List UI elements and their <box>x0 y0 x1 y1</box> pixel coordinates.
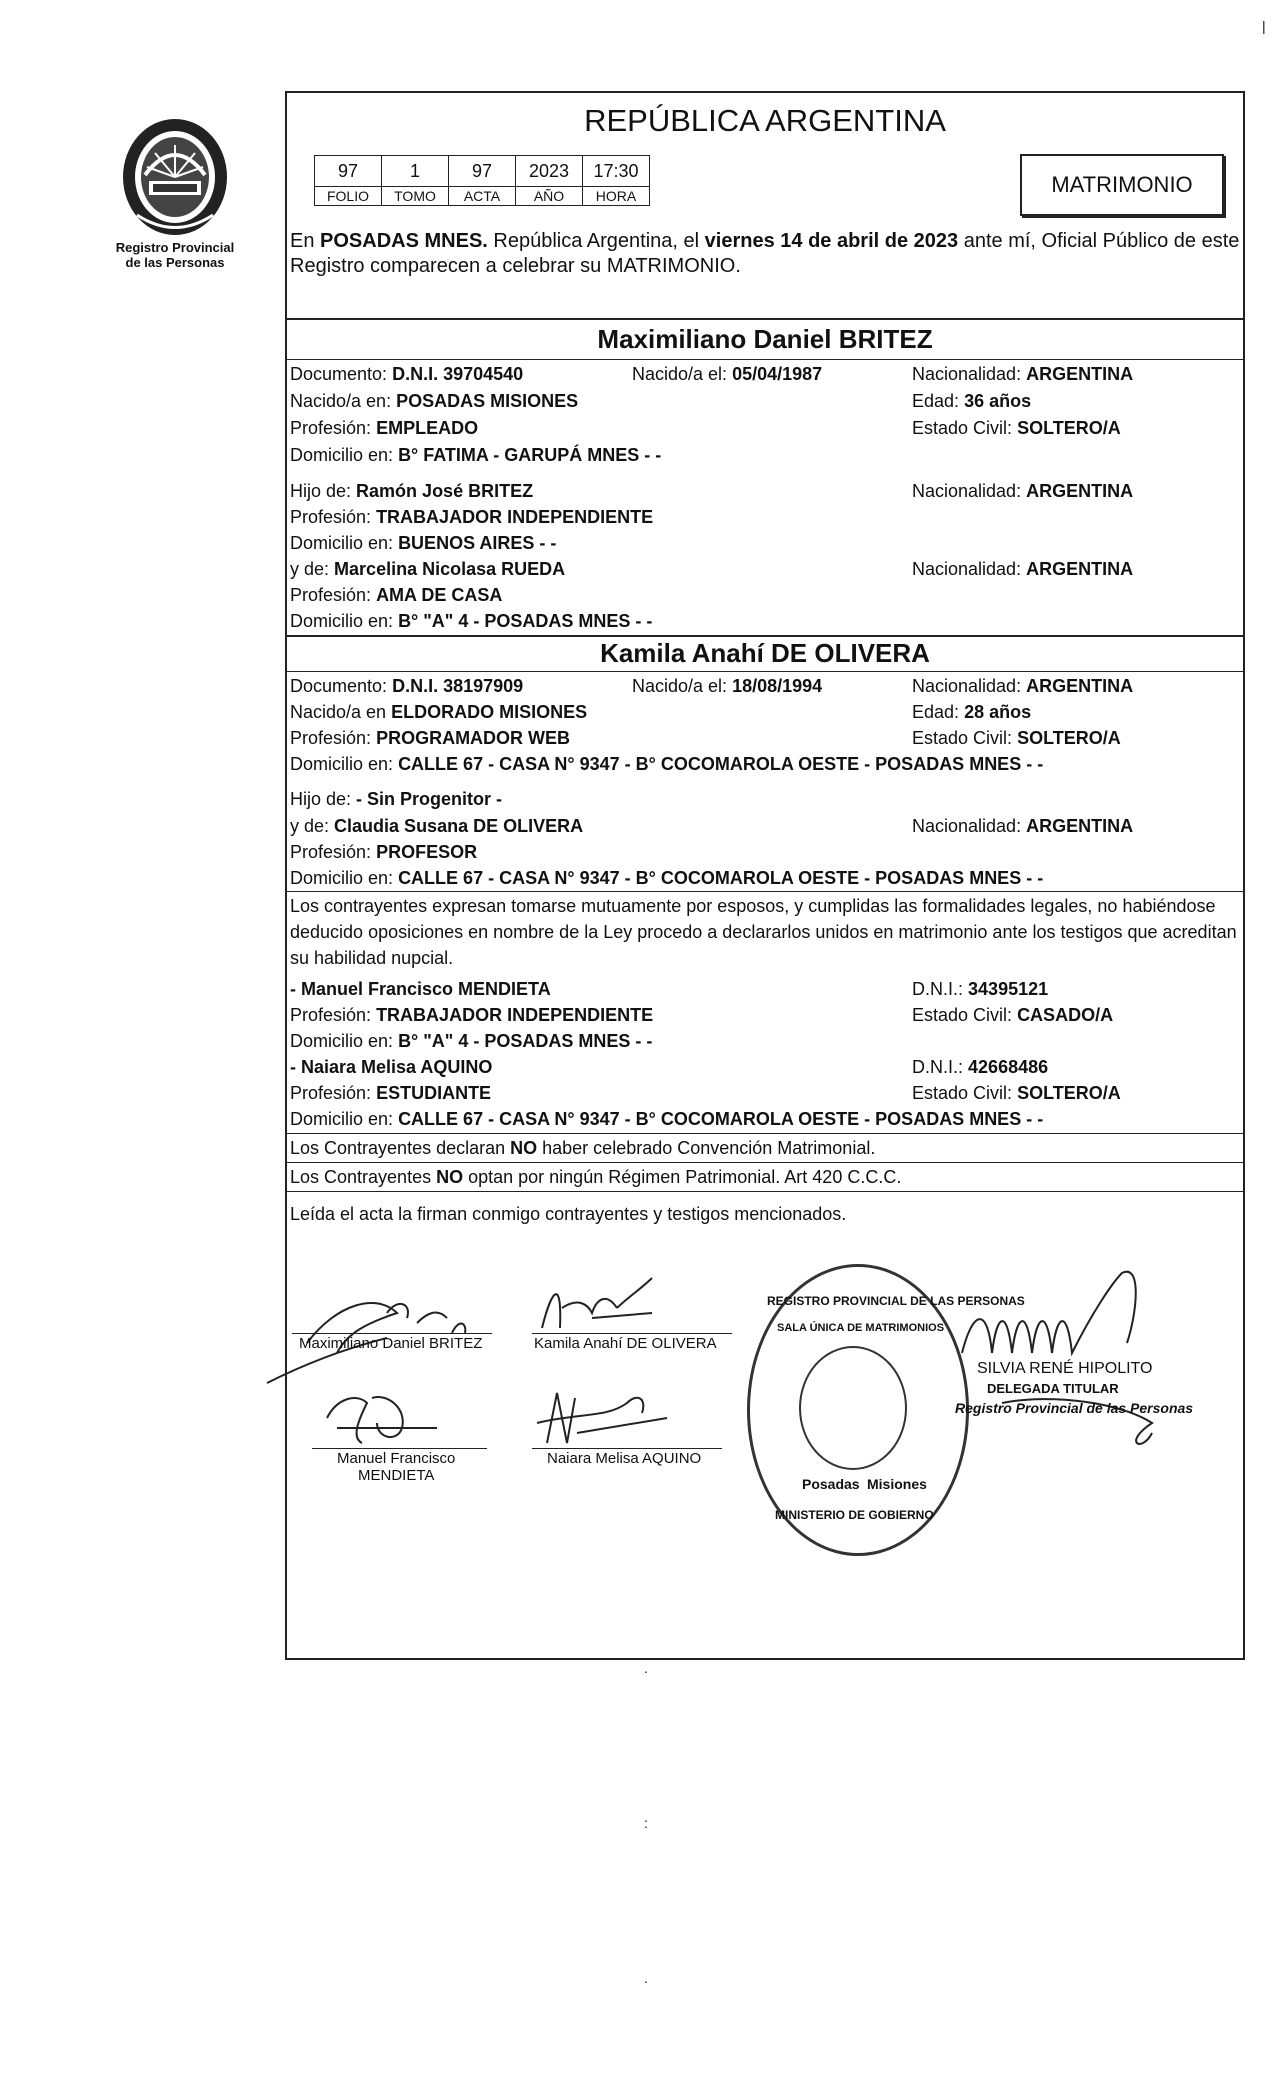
witness1-address: Domicilio en: B° "A" 4 - POSADAS MNES - - <box>290 1031 653 1051</box>
record-type-box: MATRIMONIO <box>1020 154 1224 216</box>
spouse1-father: Hijo de: Ramón José BRITEZ <box>290 481 534 501</box>
divider <box>287 1191 1243 1192</box>
spouse2-birthplace: Nacido/a en ELDORADO MISIONES <box>290 702 588 722</box>
logo-caption-line2: de las Personas <box>125 255 225 270</box>
witness1-civil-status: Estado Civil: CASADO/A <box>912 1005 1114 1025</box>
divider <box>287 671 1243 672</box>
document-title: REPÚBLICA ARGENTINA <box>584 103 946 138</box>
registry-logo <box>95 115 255 270</box>
seal-province: Misiones <box>867 1476 927 1492</box>
spouse2-mother-profession: Profesión: PROFESOR <box>290 842 478 862</box>
spouse1-mother-address: Domicilio en: B° "A" 4 - POSADAS MNES - - <box>290 611 653 631</box>
signature-line <box>532 1448 722 1449</box>
convention-line2: Los Contrayentes NO optan por ningún Régimen Patrimonial. Art 420 C.C.C. <box>290 1167 902 1187</box>
spouse2-nationality: Nacionalidad: ARGENTINA <box>912 676 1134 696</box>
witness1-profession: Profesión: TRABAJADOR INDEPENDIENTE <box>290 1005 654 1025</box>
seal-outer-text: REGISTRO PROVINCIAL DE LAS PERSONAS <box>767 1294 1025 1308</box>
signature-spouse1 <box>247 1263 487 1393</box>
acta-label: ACTA <box>449 187 516 206</box>
declaration-paragraph: Los contrayentes expresan tomarse mutuamente por esposos, y cumplidas las formalidades legales, no habiéndose deducido oposiciones en nombre de la Ley procedo a declararlos unidos en matrimonio ante los testigos que acreditan su habilidad nupcial. <box>290 896 1237 968</box>
spouse1-mother-nationality: Nacionalidad: ARGENTINA <box>912 559 1134 579</box>
spouse1-mother-profession: Profesión: AMA DE CASA <box>290 585 503 605</box>
witness2-profession: Profesión: ESTUDIANTE <box>290 1083 492 1103</box>
divider <box>287 359 1243 360</box>
official-name: SILVIA RENÉ HIPOLITO <box>977 1360 1153 1377</box>
witness2-dni: D.N.I.: 42668486 <box>912 1057 1049 1077</box>
divider <box>287 1162 1243 1163</box>
closing-text: Leída el acta la firman conmigo contrayentes y testigos mencionados. <box>290 1204 847 1224</box>
witness1-dni: D.N.I.: 34395121 <box>912 979 1049 999</box>
spouse2-father: Hijo de: - Sin Progenitor - <box>290 789 503 809</box>
spouse2-civil-status: Estado Civil: SOLTERO/A <box>912 728 1121 748</box>
tomo-value: 1 <box>382 156 449 187</box>
seal-inner-text: SALA ÚNICA DE MATRIMONIOS <box>777 1322 945 1334</box>
witness2-name: - Naiara Melisa AQUINO <box>290 1057 493 1077</box>
spouse2-age: Edad: 28 años <box>912 702 1032 722</box>
year-label: AÑO <box>516 187 583 206</box>
spouse1-father-address: Domicilio en: BUENOS AIRES - - <box>290 533 557 553</box>
spouse1-name: Maximiliano Daniel BRITEZ <box>597 324 933 354</box>
divider <box>287 891 1243 892</box>
spouse2-address: Domicilio en: CALLE 67 - CASA N° 9347 - B° COCOMAROLA OESTE - POSADAS MNES - - <box>290 754 1044 774</box>
signature-line <box>292 1333 492 1334</box>
registry-numbers-table <box>314 155 650 206</box>
spouse1-birthplace: Nacido/a en: POSADAS MISIONES <box>290 391 579 411</box>
seal-city: Posadas <box>802 1476 860 1492</box>
spouse1-civil-status: Estado Civil: SOLTERO/A <box>912 418 1121 438</box>
year-value: 2023 <box>516 156 583 187</box>
page-mark: : <box>644 1815 648 1831</box>
spouse2-document: Documento: D.N.I. 38197909 <box>290 676 524 696</box>
spouse2-name: Kamila Anahí DE OLIVERA <box>600 638 930 668</box>
intro-paragraph: En POSADAS MNES. República Argentina, el viernes 14 de abril de 2023 ante mí, Oficial Público de este Registro comparecen a celebrar su MATRIMONIO. <box>290 230 1240 277</box>
signature-label-spouse1: Maximiliano Daniel BRITEZ <box>299 1335 483 1352</box>
spouse1-mother: y de: Marcelina Nicolasa RUEDA <box>290 559 566 579</box>
signature-line <box>532 1333 732 1334</box>
spouse2-mother-address: Domicilio en: CALLE 67 - CASA N° 9347 - B° COCOMAROLA OESTE - POSADAS MNES - - <box>290 868 1044 888</box>
official-seal <box>747 1264 1025 1554</box>
tomo-label: TOMO <box>382 187 449 206</box>
signature-label-witness2: Naiara Melisa AQUINO <box>547 1450 702 1467</box>
marriage-certificate <box>285 91 1245 1660</box>
spouse1-nationality: Nacionalidad: ARGENTINA <box>912 364 1134 384</box>
hour-value: 17:30 <box>583 156 650 187</box>
logo-caption-line1: Registro Provincial <box>115 240 235 255</box>
spouse1-birthdate: Nacido/a el: 05/04/1987 <box>632 364 823 384</box>
spouse2-birthdate: Nacido/a el: 18/08/1994 <box>632 676 823 696</box>
witness1-name: - Manuel Francisco MENDIETA <box>290 979 551 999</box>
page-mark: . <box>644 1660 648 1676</box>
official-role: DELEGADA TITULAR <box>987 1381 1119 1396</box>
divider <box>287 1133 1243 1134</box>
divider <box>287 318 1243 320</box>
signature-label-witness1: Manuel Francisco MENDIETA <box>337 1450 456 1484</box>
folio-label: FOLIO <box>315 187 382 206</box>
folio-value: 97 <box>315 156 382 187</box>
spouse1-address: Domicilio en: B° FATIMA - GARUPÁ MNES - - <box>290 445 662 465</box>
signature-label-spouse2: Kamila Anahí DE OLIVERA <box>534 1335 717 1352</box>
provincial-shield-icon <box>115 115 235 240</box>
signature-line <box>312 1448 487 1449</box>
spouse2-mother: y de: Claudia Susana DE OLIVERA <box>290 816 584 836</box>
hour-label: HORA <box>583 187 650 206</box>
spouse1-father-nationality: Nacionalidad: ARGENTINA <box>912 481 1134 501</box>
signature-witness1 <box>317 1378 457 1458</box>
witness2-civil-status: Estado Civil: SOLTERO/A <box>912 1083 1121 1103</box>
seal-emblem <box>799 1346 907 1470</box>
divider <box>287 635 1243 637</box>
intro-date: viernes 14 de abril de 2023 <box>704 230 959 252</box>
acta-value: 97 <box>449 156 516 187</box>
spouse1-document: Documento: D.N.I. 39704540 <box>290 364 524 384</box>
margin-mark: | <box>1262 18 1266 34</box>
spouse1-profession: Profesión: EMPLEADO <box>290 418 479 438</box>
signature-official <box>942 1253 1182 1453</box>
page-mark: . <box>644 1970 648 1986</box>
spouse2-profession: Profesión: PROGRAMADOR WEB <box>290 728 571 748</box>
intro-place: POSADAS MNES. <box>320 230 488 252</box>
official-organization: Registro Provincial de las Personas <box>955 1400 1194 1416</box>
seal-ministry: MINISTERIO DE GOBIERNO <box>775 1508 934 1522</box>
convention-line1: Los Contrayentes declaran NO haber celebrado Convención Matrimonial. <box>290 1138 876 1158</box>
spouse2-mother-nationality: Nacionalidad: ARGENTINA <box>912 816 1134 836</box>
spouse1-father-profession: Profesión: TRABAJADOR INDEPENDIENTE <box>290 507 654 527</box>
spouse1-age: Edad: 36 años <box>912 391 1032 411</box>
witness2-address: Domicilio en: CALLE 67 - CASA N° 9347 - B° COCOMAROLA OESTE - POSADAS MNES - - <box>290 1109 1044 1129</box>
